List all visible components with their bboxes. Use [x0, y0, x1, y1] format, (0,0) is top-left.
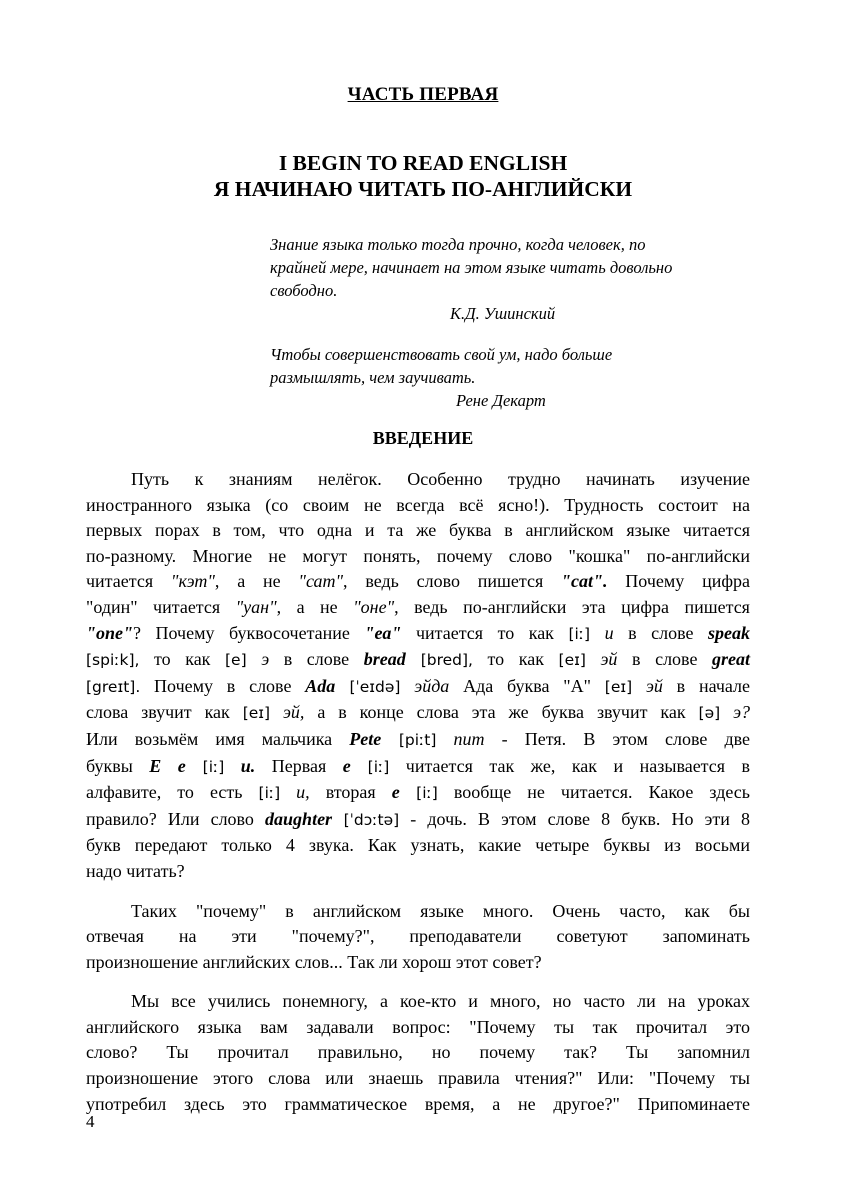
text-line: употребил здесь это грамматическое время, а не другое?" Припоминаете	[86, 1093, 750, 1114]
epigraph-ushinsky	[270, 233, 770, 325]
text-line: слово? Ты прочитал правильно, но почему так? Ты запомнил	[86, 1042, 750, 1063]
text-line: Или возьмём имя мальчика Pete [piːt] пит - Петя. В этом слове две	[86, 728, 751, 749]
epigraph-author: К.Д. Ушинский	[450, 304, 556, 323]
text-line: букв передают только 4 звука. Как узнать, какие четыре буквы из восьми	[86, 835, 750, 856]
text-line: произношение этого слова или знаешь правила чтения?" Или: "Почему ты	[86, 1068, 750, 1089]
text-line: надо читать?	[86, 860, 185, 881]
text-line: произношение английских слов... Так ли хорош этот совет?	[86, 951, 542, 972]
text-line: читается "кэт", а не "сат", ведь слово пишется "cat". Почему цифра	[86, 571, 750, 592]
paragraph-3	[86, 989, 750, 1117]
text-line: Таких "почему" в английском языке много. Очень часто, как бы	[131, 900, 750, 921]
epigraph-line: Чтобы совершенствовать свой ум, надо больше	[270, 345, 613, 364]
text-line: "one"? Почему буквосочетание "ea" читается то как [iː] и в слове speak	[86, 622, 750, 643]
text-line: первых порах в том, что одна и та же буква в английском языке читается	[86, 520, 750, 541]
body-text	[86, 467, 750, 1131]
text-line: слова звучит как [eɪ] эй, а в конце слова эта же буква звучит как [ə] э?	[86, 702, 750, 723]
epigraph-line: крайней мере, начинает на этом языке читать довольно	[270, 258, 673, 277]
chapter-title-en: I BEGIN TO READ ENGLISH	[278, 151, 568, 175]
text-line: отвечая на эти "почему?", преподаватели советуют запоминать	[86, 926, 750, 947]
epigraph-descartes	[270, 343, 770, 412]
text-line: буквы E e [iː] и. Первая e [iː] читается так же, как и называется в	[86, 755, 751, 776]
text-line: алфавите, то есть [iː] и, вторая e [iː] вообще не читается. Какое здесь	[86, 782, 750, 803]
epigraph-author: Рене Декарт	[456, 391, 546, 410]
epigraph-line: свободно.	[270, 281, 338, 300]
text-line: [greɪt]. Почему в слове Ada [ˈeɪdə] эйда Ада буква "А" [eɪ] эй в начале	[86, 675, 751, 696]
text-line: "один" читается "уан", а не "оне", ведь по-английски эта цифра пишется	[86, 596, 750, 617]
epigraph-line: размышлять, чем заучивать.	[270, 368, 476, 387]
text-line: Мы все учились понемногу, а кое-кто и много, но часто ли на уроках	[131, 991, 750, 1012]
paragraph-2	[86, 899, 750, 976]
text-line: правило? Или слово daughter [ˈdɔːtə] - дочь. В этом слове 8 букв. Но эти 8	[86, 808, 750, 829]
section-heading: ВВЕДЕНИЕ	[372, 428, 474, 448]
part-title: ЧАСТЬ ПЕРВАЯ	[347, 84, 499, 105]
text-line: английского языка вам задавали вопрос: "Почему ты так прочитал это	[86, 1016, 750, 1037]
paragraph-1	[86, 467, 750, 885]
epigraph-line: Знание языка только тогда прочно, когда человек, по	[270, 235, 646, 254]
text-line: иностранного языка (со своим не всегда всё ясно!). Трудность состоит на	[86, 494, 750, 515]
text-line: Путь к знаниям нелёгок. Особенно трудно начинать изучение	[131, 469, 750, 489]
page-number: 4	[86, 1112, 95, 1131]
chapter-title-ru: Я НАЧИНАЮ ЧИТАТЬ ПО-АНГЛИЙСКИ	[213, 177, 633, 201]
chapter-title	[0, 150, 846, 202]
text-line: по-разному. Многие не могут понять, почему слово "кошка" по-английски	[86, 545, 750, 566]
text-line: [spiːk], то как [e] э в слове bread [bred], то как [eɪ] эй в слове great	[86, 649, 750, 670]
